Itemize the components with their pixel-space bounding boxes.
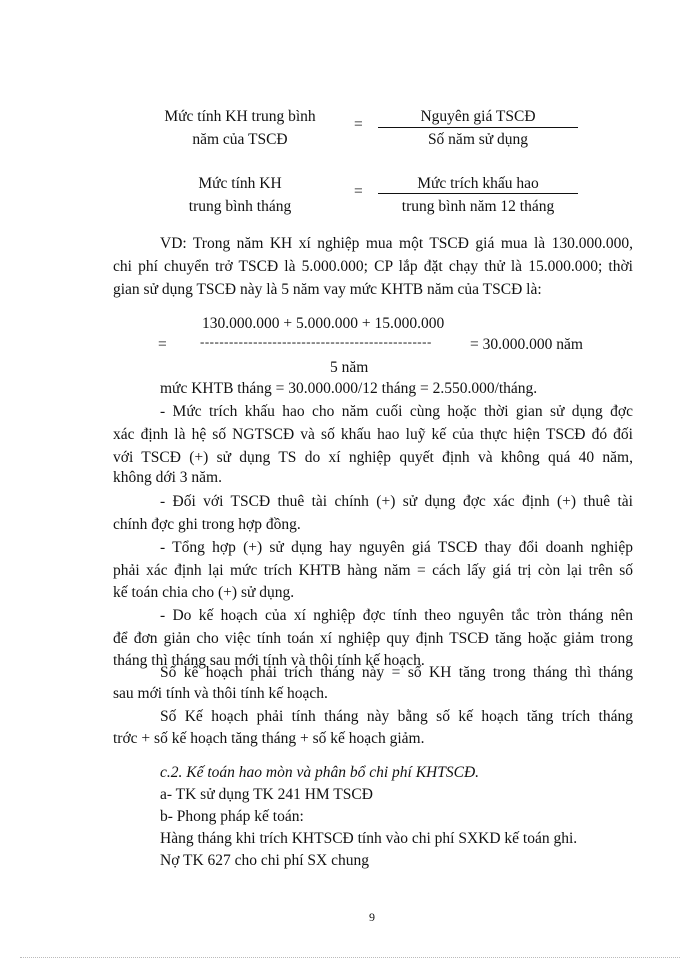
para5-line1: Số kế hoạch phải trích tháng này = số KH tăng trong tháng thì tháng	[160, 664, 633, 681]
calc-monthly: mức KHTB tháng = 30.000.000/12 tháng = 2.550.000/tháng.	[160, 380, 538, 397]
formula2-fraction-bar	[378, 193, 578, 194]
formula1-numerator: Nguyên giá TSCĐ	[420, 108, 536, 125]
page-bottom-border	[20, 957, 680, 958]
para6-line2: trớc + số kế hoạch tăng tháng + số kế hoạch giảm.	[113, 730, 425, 747]
calc-denominator: 5 năm	[330, 359, 369, 376]
formula2-equals: =	[354, 183, 363, 200]
formula1-lhs-line2: năm của TSCĐ	[192, 131, 288, 148]
section-item-a: a- TK sử dụng TK 241 HM TSCĐ	[160, 786, 373, 803]
formula1-lhs-line1: Mức tính KH trung bình	[164, 108, 316, 125]
page-number: 9	[369, 910, 375, 924]
para6-line1: Số Kế hoạch phải tính tháng này bằng số kế hoạch tăng trích tháng	[160, 708, 633, 725]
calc-numerator: 130.000.000 + 5.000.000 + 15.000.000	[202, 315, 445, 332]
para4-line2: để đơn giản cho việc tính toán xí nghiệp quy định TSCĐ tăng hoặc giảm trong	[113, 630, 633, 647]
formula2-lhs-line1: Mức tính KH	[198, 175, 282, 192]
formula1-denominator: Số năm sử dụng	[427, 131, 529, 148]
para1-line4: không dới 3 năm.	[113, 469, 222, 486]
calc-result: = 30.000.000 năm	[470, 336, 583, 353]
para2-line1: - Đối với TSCĐ thuê tài chính (+) sử dụng đợc xác định (+) thuê tài	[160, 493, 633, 510]
para4-line3: tháng thì tháng sau mới tính và thôi tính kế hoạch.	[113, 652, 425, 669]
example-line-3: gian sử dụng TSCĐ này là 5 năm vay mức KHTB năm của TSCĐ là:	[113, 281, 542, 298]
example-line-1: VD: Trong năm KH xí nghiệp mua một TSCĐ giá mua là 130.000.000,	[160, 235, 633, 252]
example-line-2: chi phí chuyển trở TSCĐ là 5.000.000; CP lắp đặt chạy thử là 15.000.000; thời	[113, 258, 633, 275]
para3-line2: phải xác định lại mức trích KHTB hàng năm = cách lấy giá trị còn lại trên số	[113, 562, 633, 579]
para5-line2: sau mới tính và thôi tính kế hoạch.	[113, 685, 328, 702]
calc-fraction-dashes: ------------------------------------------------	[200, 334, 432, 349]
section-line-1: Hàng tháng khi trích KHTSCĐ tính vào chi phí SXKD kế toán ghi.	[160, 830, 578, 847]
formula1-fraction-bar	[378, 127, 578, 128]
para4-line1: - Do kế hoạch của xí nghiệp đợc tính theo nguyên tắc tròn tháng nên	[160, 607, 633, 624]
formula1-equals: =	[354, 116, 363, 133]
para1-line1: - Mức trích khấu hao cho năm cuối cùng hoặc thời gian sử dụng đợc	[160, 403, 633, 420]
para2-line2: chính đợc ghi trong hợp đồng.	[113, 516, 301, 533]
formula2-numerator: Mức trích khấu hao	[417, 175, 539, 192]
calc-equals-left: =	[158, 336, 167, 353]
para3-line1: - Tổng hợp (+) sử dụng hay nguyên giá TSCĐ thay đổi doanh nghiệp	[160, 539, 633, 556]
section-line-2: Nợ TK 627 cho chi phí SX chung	[160, 852, 369, 869]
formula2-denominator: trung bình năm 12 tháng	[401, 198, 555, 215]
para1-line3: với TSCĐ (+) sử dụng TS do xí nghiệp quyết định và không quá 40 năm,	[113, 449, 633, 466]
formula2-lhs-line2: trung bình tháng	[188, 198, 292, 215]
para1-line2: xác định là hệ số NGTSCĐ và số khấu hao luỹ kế của thực hiện TSCĐ đó đối	[113, 426, 633, 443]
para3-line3: kế toán chia cho (+) sử dụng.	[113, 584, 295, 601]
section-heading: c.2. Kế toán hao mòn và phân bổ chi phí KHTSCĐ.	[160, 764, 480, 781]
section-item-b: b- Phong pháp kế toán:	[160, 808, 304, 825]
